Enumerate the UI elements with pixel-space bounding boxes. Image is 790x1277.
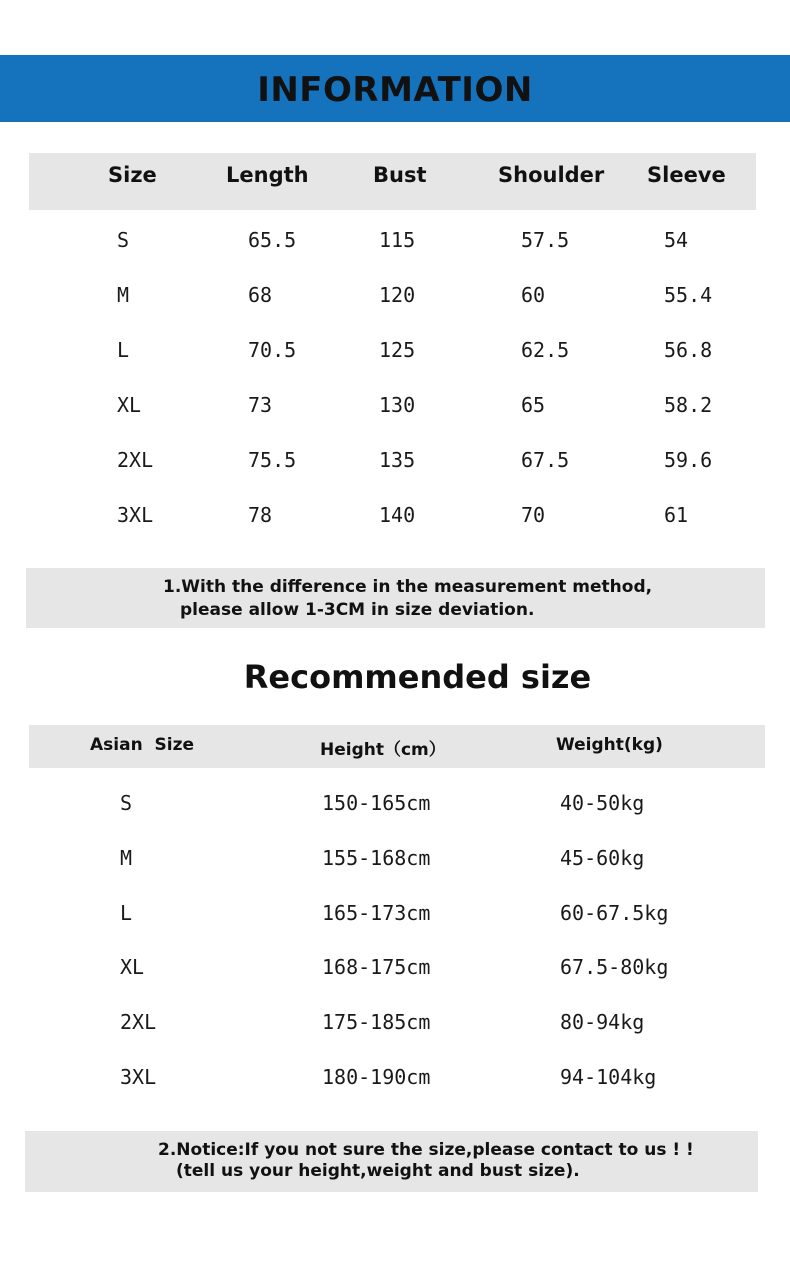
- shoulder-cell: 60: [521, 283, 546, 307]
- sleeve-cell: 54: [664, 228, 689, 252]
- weight-cell: 67.5-80kg: [560, 955, 669, 979]
- asian-size-cell: L: [120, 901, 133, 925]
- header-height: Height（cm）: [320, 740, 446, 760]
- shoulder-cell: 65: [521, 393, 546, 417]
- notice-note: [25, 1131, 758, 1192]
- recommended-size-title: Recommended size: [243, 658, 592, 696]
- shoulder-cell: 62.5: [521, 338, 570, 362]
- shoulder-cell: 57.5: [521, 228, 570, 252]
- size-cell: XL: [117, 393, 142, 417]
- bust-cell: 135: [379, 448, 416, 472]
- size-cell: S: [117, 228, 130, 252]
- height-cell: 180-190cm: [322, 1065, 431, 1089]
- length-cell: 75.5: [248, 448, 297, 472]
- length-cell: 70.5: [248, 338, 297, 362]
- weight-cell: 45-60kg: [560, 846, 645, 870]
- sleeve-cell: 59.6: [664, 448, 713, 472]
- note1-line2: please allow 1-3CM in size deviation.: [180, 600, 535, 620]
- asian-size-cell: M: [120, 846, 133, 870]
- sleeve-cell: 55.4: [664, 283, 713, 307]
- asian-size-cell: S: [120, 791, 133, 815]
- asian-size-cell: XL: [120, 955, 145, 979]
- sleeve-cell: 56.8: [664, 338, 713, 362]
- asian-size-cell: 2XL: [120, 1010, 157, 1034]
- bust-cell: 120: [379, 283, 416, 307]
- weight-cell: 94-104kg: [560, 1065, 657, 1089]
- header-length: Length: [226, 163, 309, 187]
- banner-title: INFORMATION: [257, 70, 533, 110]
- weight-cell: 80-94kg: [560, 1010, 645, 1034]
- note1-line1: 1.With the difference in the measurement method,: [163, 577, 653, 597]
- length-cell: 65.5: [248, 228, 297, 252]
- note2-line1: 2.Notice:If you not sure the size,please contact to us ! !: [158, 1140, 694, 1160]
- height-cell: 165-173cm: [322, 901, 431, 925]
- height-cell: 168-175cm: [322, 955, 431, 979]
- sleeve-cell: 61: [664, 503, 689, 527]
- size-cell: 2XL: [117, 448, 154, 472]
- height-cell: 175-185cm: [322, 1010, 431, 1034]
- sleeve-cell: 58.2: [664, 393, 713, 417]
- bust-cell: 115: [379, 228, 416, 252]
- size-cell: 3XL: [117, 503, 154, 527]
- measurement-note: [26, 568, 765, 628]
- information-banner: [0, 55, 790, 122]
- bust-cell: 130: [379, 393, 416, 417]
- header-sleeve: Sleeve: [647, 163, 726, 187]
- length-cell: 73: [248, 393, 273, 417]
- weight-cell: 40-50kg: [560, 791, 645, 815]
- header-weight: Weight(kg): [556, 735, 663, 755]
- shoulder-cell: 70: [521, 503, 546, 527]
- size-cell: M: [117, 283, 130, 307]
- shoulder-cell: 67.5: [521, 448, 570, 472]
- length-cell: 78: [248, 503, 273, 527]
- asian-size-cell: 3XL: [120, 1065, 157, 1089]
- bust-cell: 125: [379, 338, 416, 362]
- height-cell: 150-165cm: [322, 791, 431, 815]
- height-cell: 155-168cm: [322, 846, 431, 870]
- weight-cell: 60-67.5kg: [560, 901, 669, 925]
- bust-cell: 140: [379, 503, 416, 527]
- header-asian-size: Asian Size: [90, 735, 195, 755]
- note2-line2: (tell us your height,weight and bust size).: [176, 1161, 580, 1181]
- size-cell: L: [117, 338, 130, 362]
- header-shoulder: Shoulder: [498, 163, 605, 187]
- header-bust: Bust: [373, 163, 427, 187]
- header-size: Size: [108, 163, 157, 187]
- length-cell: 68: [248, 283, 273, 307]
